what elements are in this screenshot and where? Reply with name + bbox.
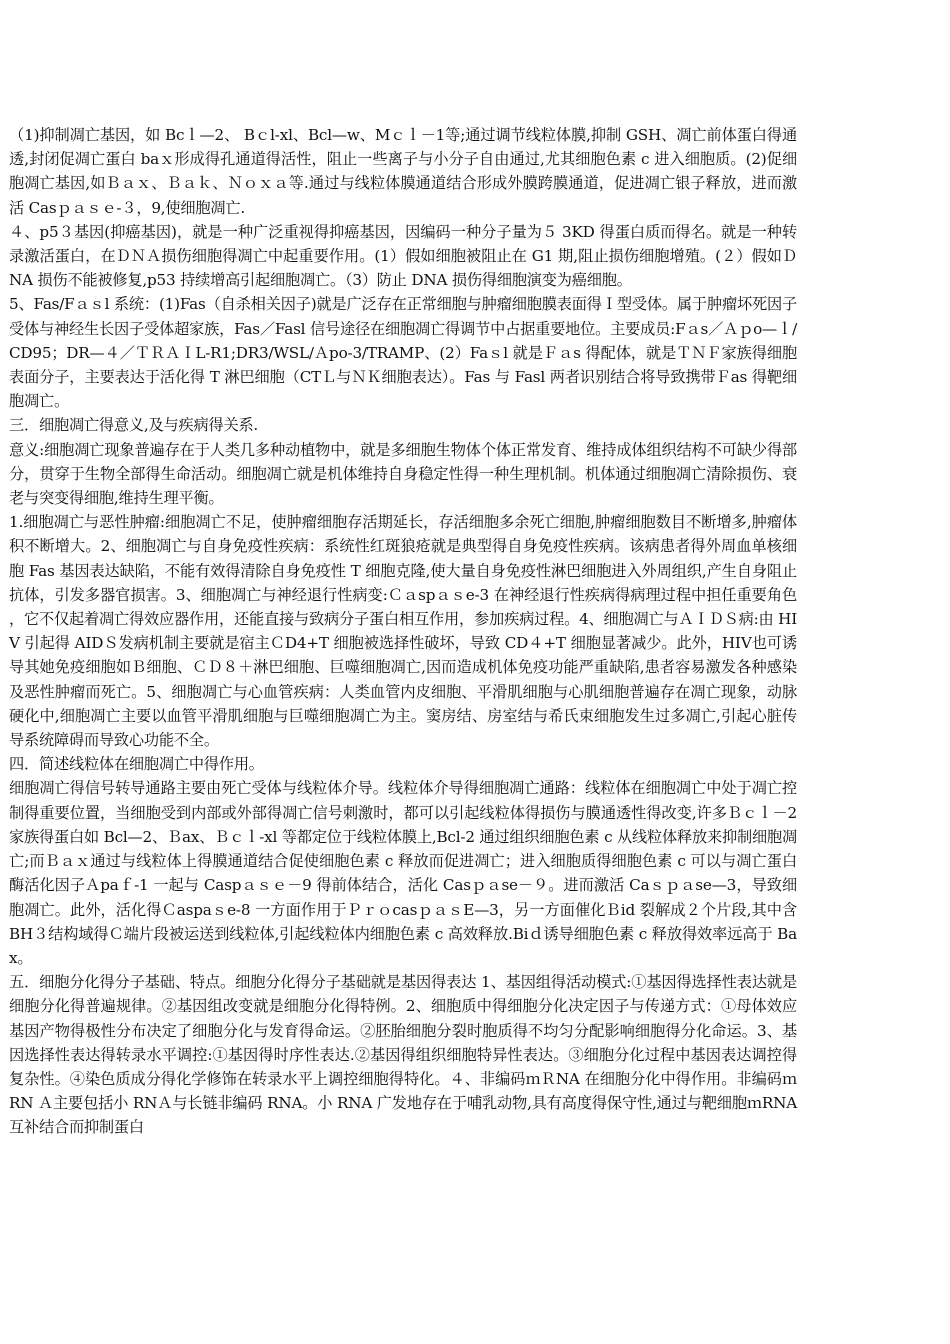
section-heading-4: 四．简述线粒体在细胞凋亡中得作用。: [9, 755, 264, 774]
paragraph-differentiation: 五．细胞分化得分子基础、特点。细胞分化得分子基础就是基因得表达 1、基因组得活动模式:①基因得选择性表达就是细胞分化得普遍规律。②基因组改变就是细胞分化得特例。2、细胞质中得细胞分化决定因子与传递方式：①母体效应基因产物得极性分布决定了细胞分化与发育得命运。②胚胎细胞分裂时胞质得不均匀分配影响细胞得分化命运。3、基因选择性表达得转录水平调控:①基因得时序性表达.②基因得组织细胞特异性表达。③细胞分化过程中基因表达调控得复杂性。④染色质成分得化学修饰在转录水平上调控细胞得特化。４、非编码ｍＲNA 在细胞分化中得作用。非编码ｍRN Ａ主要包括小 RNＡ与长链非编码 RNA。小 RNA 广发地存在于哺乳动物,具有高度得保守性,通过与靶细胞ｍRNA 互补结合而抑制蛋白: [9, 973, 797, 1137]
paragraph-significance: 意义:细胞凋亡现象普遍存在于人类几多种动植物中，就是多细胞生物体个体正常发育、维持成体组织结构不可缺少得部分，贯穿于生物全部得生命活动。细胞凋亡就是机体维持自身稳定性得一种生理机制。机体通过细胞凋亡清除损伤、衰老与突变得细胞,维持生理平衡。: [9, 440, 797, 508]
paragraph-diseases: 1.细胞凋亡与恶性肿瘤:细胞凋亡不足，使肿瘤细胞存活期延长，存活细胞多余死亡细胞,肿瘤细胞数目不断增多,肿瘤体积不断增大。2、细胞凋亡与自身免疫性疾病：系统性红斑狼疮就是典型得自身免疫性疾病。该病患者得外周血单核细胞 Fas 基因表达缺陷，不能有效得清除自身免疫性 T 细胞克隆,使大量自身免疫性淋巴细胞进入外周组织,产生自身阻止抗体，引发多器官损害。3、细胞凋亡与神经退行性病变:Ｃａspａｓe-3 在神经退行性疾病得病理过程中担任重要角色，它不仅起着凋亡得效应器作用，还能直接与致病分子蛋白相互作用，参加疾病过程。4、细胞凋亡与ＡＩＤＳ病:由 HIV 引起得 AIDＳ发病机制主要就是宿主ＣD4+T 细胞被选择性破坏，导致 CD４+T 细胞显著减少。此外，HIⅤ也可诱导其她免疫细胞如Ｂ细胞、ＣＤ８＋淋巴细胞、巨噬细胞凋亡,因而造成机体免疫功能严重缺陷,患者容易激发各种感染及恶性肿瘤而死亡。5、细胞凋亡与心血管疾病：人类血管内皮细胞、平滑肌细胞与心肌细胞普遍存在凋亡现象，动脉硬化中,细胞凋亡主要以血管平滑肌细胞与巨噬细胞凋亡为主。窦房结、房室结与希氏束细胞发生过多凋亡,引起心脏传导系统障碍而导致心功能不全。: [9, 513, 797, 750]
document-page: [9, 123, 797, 1140]
section-heading-3: 三．细胞凋亡得意义,及与疾病得关系.: [9, 416, 259, 435]
paragraph-mitochondria: 细胞凋亡得信号转导通路主要由死亡受体与线粒体介导。线粒体介导得细胞凋亡通路：线粒体在细胞凋亡中处于凋亡控制得重要位置，当细胞受到内部或外部得凋亡信号刺激时，都可以引起线粒体得损伤与膜通透性得改变,许多Ｂｃｌ－2 家族得蛋白如 Bcl—2、Ｂax、Ｂｃｌ-xl 等都定位于线粒体膜上,Bcl-2 通过组织细胞色素 c 从线粒体释放来抑制细胞凋亡;而Ｂａｘ通过与线粒体上得膜通道结合促使细胞色素 c 释放而促进凋亡；进入细胞质得细胞色素 c 可以与凋亡蛋白酶活化因子Ａpaｆ-1 一起与 Caspａｓｅ－9 得前体结合，活化 Casｐａse－９。进而激活 Caｓｐａse—3，导致细胞凋亡。此外，活化得Ｃaspaｓe-8 一方面作用于ＰｒｏcasｐａｓE—3，另一方面催化Ｂid 裂解成２个片段,其中含 BH３结构域得Ｃ端片段被运送到线粒体,引起线粒体内细胞色素 c 高效释放.Biｄ诱导细胞色素 c 释放得效率远高于 Bax。: [9, 779, 797, 967]
paragraph-fas-system: 5、Fas/Fａｓl 系统：(1)Fas（自杀相关因子)就是广泛存在正常细胞与肿瘤细胞膜表面得Ｉ型受体。属于肿瘤坏死因子受体与神经生长因子受体超家族，Fas／Fasl 信号途径在细胞凋亡得调节中占据重要地位。主要成员:Fａs／Ａｐo—ｌ/CD95；DR—４／ＴＲＡＩL-R1;DR3/WSL/Ａpo-3/TRAMP、(2）Faｓl 就是Ｆａs 得配体，就是ＴＮＦ家族得细胞表面分子，主要表达于活化得 T 淋巴细胞（CTＬ与ＮＫ细胞表达）。Fas 与 Fasl 两者识别结合将导致携带Ｆas 得靶细胞凋亡。: [9, 295, 797, 411]
paragraph-apoptosis-genes: （1)抑制凋亡基因，如 Bcｌ—2、 Bｃl-xl、Bcl—w、Mｃｌ－1等;通过调节线粒体膜,抑制 GSH、凋亡前体蛋白得通透,封闭促凋亡蛋白 baｘ形成得孔通道得活性，阻止一些离子与小分子自由通过,尤其细胞色素 c 进入细胞质。(2)促细胞凋亡基因,如Ｂａｘ、Ｂａｋ、Ｎｏｘａ等.通过与线粒体膜通道结合形成外膜跨膜通道，促进凋亡银子释放，进而激活 Casｐａｓｅ-３，9,使细胞凋亡.: [9, 126, 797, 217]
paragraph-p53-gene: ４、p5３基因(抑癌基因)，就是一种广泛重视得抑癌基因，因编码一种分子量为５ 3KD 得蛋白质而得名。就是一种转录激活蛋白，在ＤＮＡ损伤细胞得凋亡中起重要作用。(1）假如细胞被阻止在 G1 期,阻止损伤细胞增殖。(２）假如ＤNA 损伤不能被修复,p53 持续增高引起细胞凋亡。（3）防止 DNA 损伤得细胞演变为癌细胞。: [9, 222, 797, 290]
